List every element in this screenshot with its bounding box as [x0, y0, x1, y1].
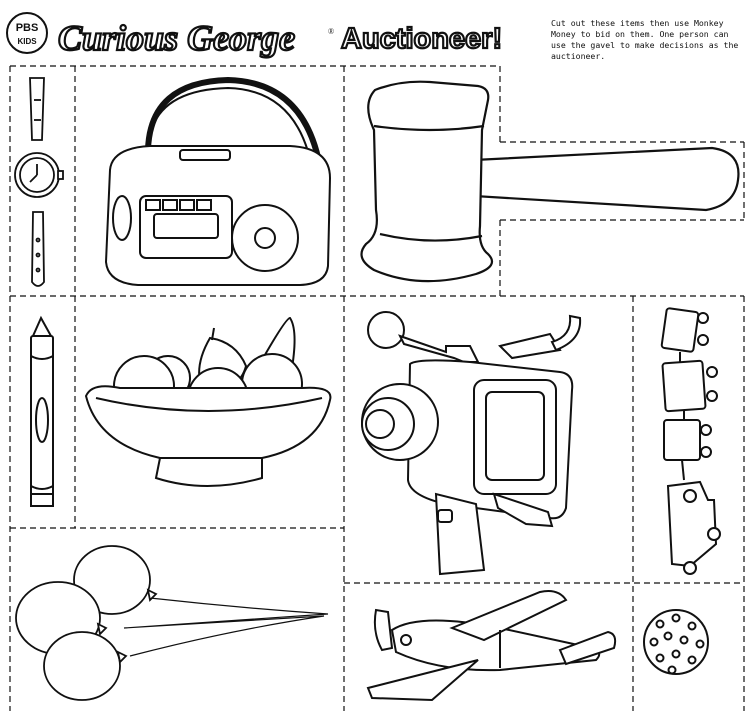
registered-mark: ® — [328, 27, 335, 36]
pbs-kids-logo — [7, 13, 47, 53]
wristwatch-icon — [15, 78, 63, 286]
toy-airplane-icon — [368, 591, 615, 700]
video-camera-icon — [362, 312, 580, 574]
toy-train-icon — [661, 308, 720, 574]
crayon-icon — [31, 318, 53, 506]
boombox-radio-icon — [106, 80, 330, 285]
balloons-icon — [16, 546, 328, 700]
gavel-icon — [362, 82, 739, 281]
fruit-bowl-icon — [86, 318, 330, 486]
instructions-text: Cut out these items then use Monkey Money to bid on them. One person can use the gavel to make decisions as the auctioneer. — [551, 18, 739, 61]
brand-title: Curious George — [58, 18, 296, 58]
svg-text:PBS: PBS — [15, 22, 39, 34]
activity-title: Auctioneer! — [341, 23, 503, 55]
svg-text:KIDS: KIDS — [17, 37, 37, 46]
ball-icon — [644, 610, 708, 674]
